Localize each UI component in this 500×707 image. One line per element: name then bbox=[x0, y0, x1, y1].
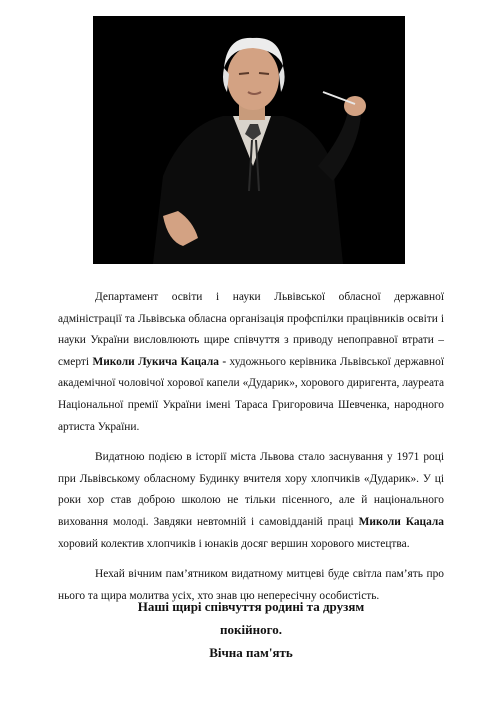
deceased-full-name: Миколи Лукича Кацала - bbox=[92, 355, 227, 368]
deceased-short-name: Миколи Кацала bbox=[358, 515, 444, 528]
closing-line-3: Вічна пам'ять bbox=[209, 645, 293, 660]
closing-line-2: покійного. bbox=[220, 622, 282, 637]
paragraph-1 bbox=[58, 287, 444, 438]
paragraph-1-titles: художнього керівника Львівської державної академічної чоловічої хорової капели «Дударик», хорового диригента, лауреата Національної премії України імені Тараса Григоровича Шевченка, народного артиста України. bbox=[58, 355, 444, 433]
closing-block bbox=[58, 596, 444, 665]
paragraph-2-intro: Видатною подією в історії міста Львова стало заснування у 1971 році при Львівському обласному Будинку вчителя хору хлопчиків «Дударик». У ці роки хор став доброю школою не тільки пісенного, але й національного виховання молоді. Завдяки невтомній і самовідданій праці bbox=[58, 451, 444, 528]
condolence-text bbox=[58, 287, 444, 616]
closing-line-1: Наші щирі співчуття родині та друзям bbox=[137, 599, 365, 614]
paragraph-2-end: хоровий колектив хлопчиків і юнаків досяг вершин хорового мистецтва. bbox=[58, 537, 410, 550]
conductor-portrait-image bbox=[93, 16, 405, 264]
paragraph-2 bbox=[58, 447, 444, 555]
paragraph-3: Нехай вічним пам’ятником видатному митцеві буде світла пам’ять про нього та щира молитва усіх, хто знав цю непересічну особистість. bbox=[58, 568, 444, 602]
conductor-photo bbox=[93, 16, 405, 264]
paragraph-1-intro: Департамент освіти і науки Львівської обласної державної адміністрації та Львівська обласна організація профспілки працівників освіти і науки України висловлюють щире співчуття з приводу непоправної втрати – смерті bbox=[58, 291, 444, 368]
